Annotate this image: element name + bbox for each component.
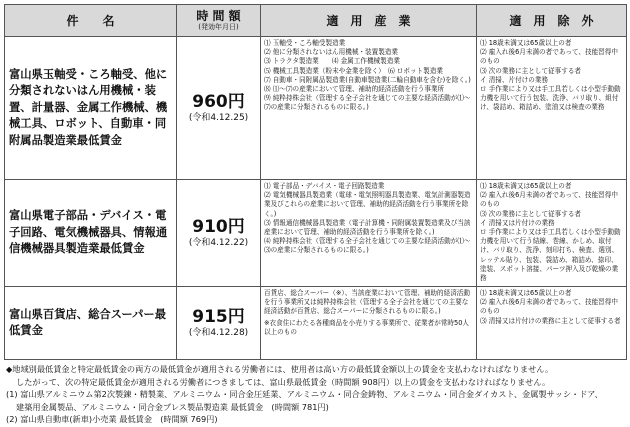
note-line: (1) 富山県アルミニウム第2次製錬・精製業、アルミニウム・同合金圧延業、アルミニウム・同合金鋳物、アルミニウム・同合金ダイカスト、金属製サッシ・ドア、 — [6, 389, 603, 400]
row-wage-cell — [177, 37, 261, 180]
header-name: 件 名 — [5, 5, 177, 37]
row-exclusion: ⑴ 18歳未満又は65歳以上の者 ⑵ 雇入れ後6月未満の者であって、技能習得中のもの ⑶ 清掃又は片付けの業務に主として従事する者 — [477, 287, 627, 360]
header-industry: 適 用 産 業 — [261, 5, 477, 37]
row-exclusion: ⑴ 18歳未満又は65歳以上の者 ⑵ 雇入れ後6月未満の者であって、技能習得中のもの ⑶ 次の業務に主として従事する者 イ 清掃又は片付けの業務 ロ 手作業により又は手工具若しくは小型手動動力機を用いて行う結線、巻線、かしめ、取付け、バリ取り、洗浄、刻印打ち、検査、選別、レッテル貼り、包装、袋詰め、箱詰め、捺印、塗装、スポット溶接、パーツ押入及び乾燥の業務 — [477, 180, 627, 287]
row-industry: ⑴ 玉軸受・ころ軸受製造業 ⑵ 他に分類されないはん用機械・装置製造業 ⑶ トラクタ製造業 ⑷ 金属工作機械製造業 ⑸ 機械工具製造業（粉末や金業を除く） ⑹ ロボット製造業 ⑺ 自動車・同附属品製造業(自動車製造業(二輪自動車を含む)を除く。) ⑻ ⑴～⑺の産業において管理、補助的経済活動を行う事業所 ⑼ 純粋持株会社（管理する全子会社を通じての主要な経済活動が⑴～⑺の産業に分類されるものに限る。) — [261, 37, 477, 180]
effective-date: (令和4.12.28) — [188, 328, 249, 338]
note-line: (2) 富山県自動車(新車)小売業 最低賃金 (時間額 769円) — [6, 414, 218, 425]
row-exclusion: ⑴ 18歳未満又は65歳以上の者 ⑵ 雇入れ後6月未満の者であって、技能習得中のもの ⑶ 次の業務に主として従事する者 イ 清掃、片付けの業務 ロ 手作業により又は手工具若しくは小型手動動力機を用いて行う包装、洗浄、バリ取り、組付け、袋詰め、箱詰め、塗油又は検査の業務 — [477, 37, 627, 180]
header-exclusion: 適 用 除 外 — [477, 5, 627, 37]
wage-amount: 910円 — [192, 217, 245, 237]
effective-date: (令和4.12.22) — [188, 238, 249, 248]
table-row — [5, 180, 627, 287]
note-line: したがって、次の特定最低賃金が適用される労働者につきましては、富山県最低賃金（時間額 908円）以上の賃金を支払わなければなりません。 — [16, 376, 551, 387]
footnotes — [4, 363, 626, 426]
minimum-wage-table — [4, 4, 627, 360]
row-name: 富山県百貨店、総合スーパー最低賃金 — [5, 287, 177, 360]
document — [4, 4, 626, 426]
header-wage: 時 間 額 (発効年月日) — [177, 5, 261, 37]
table-header-row — [5, 5, 627, 37]
effective-date: (令和4.12.25) — [188, 113, 249, 123]
wage-amount: 960円 — [192, 92, 245, 112]
row-industry: ⑴ 電子部品・デバイス・電子回路製造業 ⑵ 電気機械器具製造業（電球・電気照明器具製造業、電気計測器製造業及びこれらの産業において管理、補助的経済活動を行う事業所を除く。) ⑶ 情報通信機械器具製造業（電子計算機・同附属装置製造業及び当該産業において管理、補助的経済活動を行う事業所を除く。) ⑷ 純粋持株会社（管理する全子会社を通じての主要な経済活動が⑴～⑶の産業に分類されるものに限る。) — [261, 180, 477, 287]
row-wage-cell — [177, 287, 261, 360]
table-row — [5, 287, 627, 360]
row-name: 富山県玉軸受・ころ軸受、他に分類されないはん用機械・装置、計量器、金属工作機械、機械工具、ロボット、自動車・同附属品製造業最低賃金 — [5, 37, 177, 180]
wage-amount: 915円 — [192, 307, 245, 327]
row-name: 富山県電子部品・デバイス・電子回路、電気機械器具、情報通信機械器具製造業最低賃金 — [5, 180, 177, 287]
row-industry: 百貨店、総合スーパー（※）、当該産業において管理、補助的経済活動を行う事業所又は純粋持株会社（管理する全子会社を通じての主要な経済活動が百貨店、総合スーパーに分類されるものに限る。) ※衣食住にわたる各種商品を小売りする事業所で、従業者が常時50人以上のもの — [261, 287, 477, 360]
note-line: 建築用金属製品、アルミニウム・同合金プレス製品製造業 最低賃金 (時間額 781円) — [16, 401, 329, 412]
row-wage-cell — [177, 180, 261, 287]
note-line: ◆地域別最低賃金と特定最低賃金の両方の最低賃金が適用される労働者には、使用者は高い方の最低賃金額以上の賃金を支払わなければなりません。 — [6, 364, 554, 374]
table-row — [5, 37, 627, 180]
